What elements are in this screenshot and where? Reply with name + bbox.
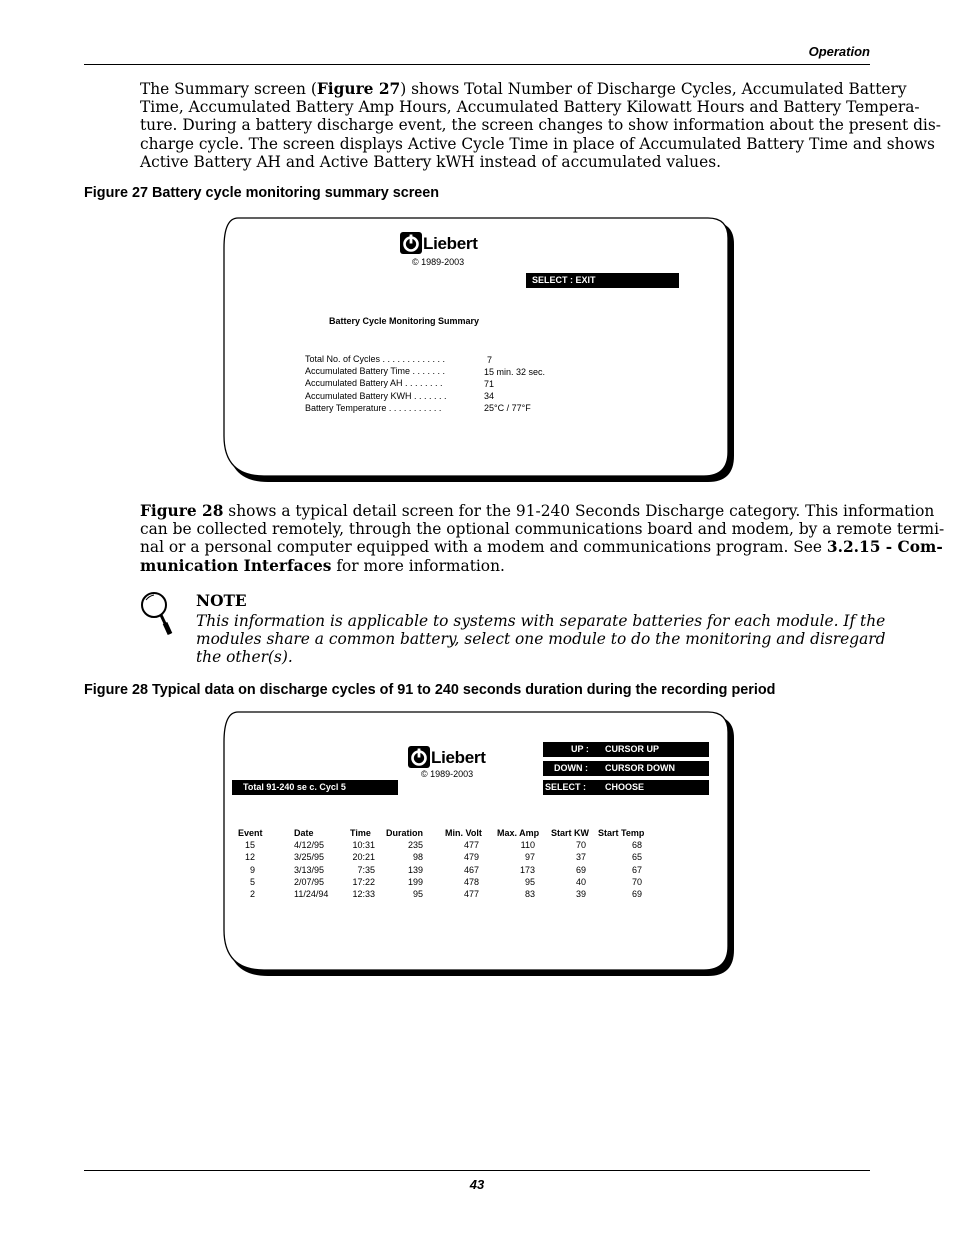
cycle-total-bar (232, 780, 398, 795)
discharge-table (222, 828, 734, 908)
table-cell: 478 (463, 876, 479, 887)
table-cell: 235 (407, 840, 423, 850)
column-header-date: Date (294, 828, 314, 838)
table-cell: 83 (524, 889, 535, 900)
column-header-duration: Duration (386, 828, 423, 838)
cycle-total-label: Total 91-240 se c. Cycl 5 (243, 782, 346, 792)
note-line: the other(s). (196, 648, 293, 667)
table-cell: 479 (463, 852, 479, 863)
note-heading: NOTE (196, 592, 247, 610)
summary-row-value: 34 (484, 391, 495, 401)
table-cell: 98 (412, 852, 423, 863)
table-cell: 70 (575, 840, 586, 850)
summary-row-label: Accumulated Battery AH . . . . . . . . (305, 378, 443, 388)
para2-text: for more information. (331, 556, 505, 575)
menu-cursor-up[interactable] (543, 742, 709, 757)
table-cell: 11/24/94 (294, 889, 329, 900)
menu-action: CURSOR UP (605, 744, 660, 754)
table-cell: 139 (407, 864, 423, 875)
table-cell: 40 (575, 876, 586, 887)
figure27-screen (222, 216, 734, 484)
logo-wordmark: Liebert (423, 234, 478, 253)
summary-row-value: 71 (484, 379, 495, 389)
screen-frame (222, 216, 734, 484)
page-number: 43 (469, 1177, 485, 1192)
column-header-min-volt: Min. Volt (445, 828, 482, 838)
menu-action: CHOOSE (605, 782, 645, 792)
table-cell: 477 (463, 889, 479, 900)
para2-text: can be collected remotely, through the optional communications board and modem, by a remote termi- (140, 520, 945, 539)
menu-key: SELECT : (545, 782, 587, 792)
table-cell: 477 (463, 840, 479, 850)
summary-row-value: 7 (487, 355, 493, 365)
table-cell: 70 (631, 876, 642, 887)
figure28-screen (222, 710, 734, 978)
table-cell: 7:35 (357, 864, 375, 875)
logo-wordmark: Liebert (431, 748, 486, 767)
figure28-caption: Figure 28 Typical data on discharge cycles of 91 to 240 seconds duration during the recording period (84, 682, 776, 698)
summary-row-label: Accumulated Battery Time . . . . . . . (305, 366, 446, 376)
detail-paragraph (140, 502, 945, 575)
para2-text: shows a typical detail screen for the 91-240 Seconds Discharge category. This information (223, 502, 935, 520)
section-ref: munication Interfaces (140, 556, 332, 575)
liebert-logo-icon (400, 232, 422, 254)
column-header-event: Event (238, 828, 263, 838)
table-cell: 95 (524, 876, 535, 887)
summary-row-value: 15 min. 32 sec. (484, 367, 546, 377)
table-cell: 17:22 (352, 876, 375, 887)
intro-line: Time, Accumulated Battery Amp Hours, Accumulated Battery Kilowatt Hours and Battery Tempera- (140, 98, 920, 117)
menu-cursor-down[interactable] (543, 761, 709, 776)
summary-row-value: 25°C / 77°F (484, 403, 531, 413)
summary-row-label: Battery Temperature . . . . . . . . . . . (305, 403, 442, 413)
column-header-max-amp: Max. Amp (497, 828, 540, 838)
intro-paragraph (140, 80, 941, 171)
column-header-start-kw: Start KW (551, 828, 589, 838)
para2-text: nal or a personal computer equipped with a modem and communications program. See (140, 538, 827, 557)
section-header: Operation (808, 44, 870, 59)
table-cell: 69 (575, 864, 586, 875)
table-cell: 3/13/95 (294, 864, 325, 875)
table-cell: 10:31 (352, 840, 375, 850)
table-cell: 9 (249, 864, 255, 875)
table-cell: 2 (249, 889, 255, 900)
summary-title: Battery Cycle Monitoring Summary (329, 316, 480, 326)
intro-line: charge cycle. The screen displays Active Cycle Time in place of Accumulated Battery Time and shows (140, 134, 935, 153)
figure27-caption: Figure 27 Battery cycle monitoring summary screen (84, 185, 440, 201)
table-cell: 173 (519, 864, 535, 875)
table-cell: 110 (520, 840, 535, 850)
menu-action: CURSOR DOWN (605, 763, 675, 773)
table-cell: 37 (575, 852, 586, 863)
summary-row-label: Accumulated Battery KWH . . . . . . . (305, 391, 447, 401)
menu-key: UP : (571, 744, 589, 754)
table-cell: 5 (249, 876, 255, 887)
note-body (196, 612, 886, 667)
table-cell: 467 (463, 864, 479, 875)
column-header-time: Time (350, 828, 371, 838)
table-cell: 20:21 (352, 852, 375, 863)
table-cell: 12:33 (352, 889, 375, 900)
intro-line: Active Battery AH and Active Battery kWH instead of accumulated values. (140, 152, 721, 171)
select-exit-label: SELECT : EXIT (532, 275, 596, 285)
table-cell: 2/07/95 (294, 876, 325, 887)
header-rule (84, 64, 870, 65)
table-cell: 68 (631, 840, 642, 850)
table-cell: 97 (524, 852, 535, 863)
intro-figure-ref: Figure 27 (316, 80, 401, 98)
table-cell: 15 (244, 840, 255, 850)
note-line: This information is applicable to systems with separate batteries for each module. If the (196, 612, 886, 630)
menu-choose[interactable] (543, 780, 709, 795)
column-header-start-temp: Start Temp (598, 828, 645, 838)
figure28-ref: Figure 28 (140, 502, 224, 520)
copyright-text: © 1989-2003 (421, 769, 474, 779)
section-ref: 3.2.15 - Com- (826, 538, 943, 557)
table-cell: 4/12/95 (294, 840, 325, 850)
note-line: modules share a common battery, select one module to do the monitoring and disregard (196, 630, 886, 649)
table-cell: 3/25/95 (294, 852, 325, 863)
magnifier-icon (138, 590, 174, 645)
table-cell: 69 (631, 889, 642, 900)
summary-row-label: Total No. of Cycles . . . . . . . . . . . . . (305, 354, 446, 364)
table-cell: 199 (407, 876, 423, 887)
table-cell: 39 (575, 889, 586, 900)
intro-text-c: ) shows Total Number of Discharge Cycles, Accumulated Battery (400, 80, 907, 98)
liebert-logo-icon (408, 746, 430, 768)
table-cell: 95 (412, 889, 423, 900)
select-exit-bar[interactable] (526, 273, 679, 288)
table-cell: 67 (631, 864, 642, 875)
intro-text-a: The Summary screen ( (140, 80, 317, 98)
intro-line: ture. During a battery discharge event, the screen changes to show information about the present dis- (140, 116, 941, 135)
menu-key: DOWN : (554, 763, 588, 773)
table-cell: 12 (244, 852, 255, 863)
copyright-text: © 1989-2003 (412, 257, 465, 267)
footer-rule (84, 1170, 870, 1171)
table-cell: 65 (631, 852, 642, 863)
